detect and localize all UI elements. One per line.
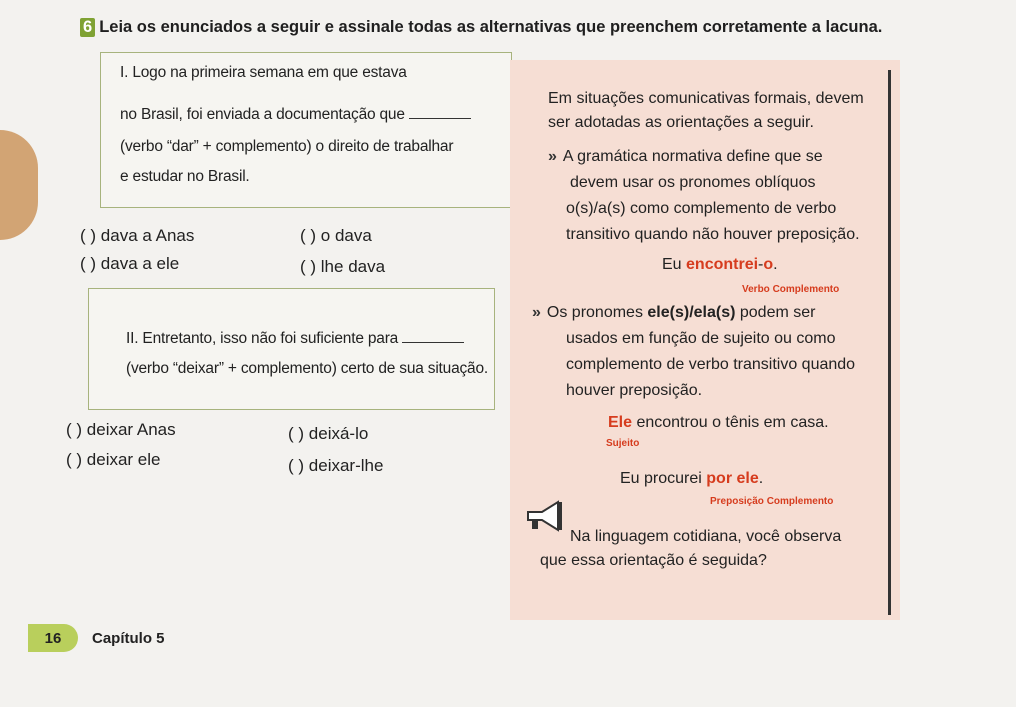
rule-1-line-4: transitivo quando não houver preposição. <box>566 226 860 243</box>
answer-blank-1[interactable] <box>409 106 471 119</box>
example-1: Eu encontrei-o. <box>662 256 778 273</box>
answer-blank-2[interactable] <box>402 330 464 343</box>
option-deixar-lhe[interactable]: ( ) deixar-lhe <box>288 456 384 475</box>
option-checkbox[interactable]: ( ) <box>80 226 97 245</box>
example-2-label: Sujeito <box>606 438 640 449</box>
statement-1-line-2: no Brasil, foi enviada a documentação que <box>120 106 471 124</box>
statement-2-line-1: II. Entretanto, isso não foi suficiente para <box>126 330 464 348</box>
option-deixar-ele[interactable]: ( ) deixar ele <box>66 450 161 469</box>
rule-2-line-1: » Os pronomes ele(s)/ela(s) podem ser <box>532 304 816 321</box>
option-checkbox[interactable]: ( ) <box>300 226 317 245</box>
page-number: 16 <box>28 624 78 652</box>
bullet-icon: » <box>532 304 541 321</box>
rule-2-line-2: usados em função de sujeito ou como <box>566 330 836 347</box>
rule-1-line-3: o(s)/a(s) como complemento de verbo <box>566 200 837 217</box>
question-number: 6 <box>80 18 95 37</box>
statement-1-line-1: I. Logo na primeira semana em que estava <box>120 64 407 81</box>
rule-2-line-3: complemento de verbo transitivo quando <box>566 356 856 373</box>
option-checkbox[interactable]: ( ) <box>288 456 305 475</box>
example-3-label: Preposição Complemento <box>710 496 834 507</box>
option-deixar-anas[interactable]: ( ) deixar Anas <box>66 420 176 439</box>
option-deixa-lo[interactable]: ( ) deixá-lo <box>288 424 369 443</box>
option-checkbox[interactable]: ( ) <box>288 424 305 443</box>
option-checkbox[interactable]: ( ) <box>80 254 97 273</box>
decorative-leaf <box>0 130 38 240</box>
bullet-icon: » <box>548 148 557 165</box>
megaphone-icon <box>524 500 568 532</box>
option-dava-a-ele[interactable]: ( ) dava a ele <box>80 254 180 273</box>
margin-bar <box>888 70 891 615</box>
option-lhe-dava[interactable]: ( ) lhe dava <box>300 257 386 276</box>
option-checkbox[interactable]: ( ) <box>66 450 83 469</box>
question-prompt: Leia os enunciados a seguir e assinale todas as alternativas que preenchem corretamente a lacuna. <box>99 18 883 36</box>
option-o-dava[interactable]: ( ) o dava <box>300 226 372 245</box>
sidebar-intro-line-1: Em situações comunicativas formais, devem <box>548 90 864 107</box>
speaker-line-2: que essa orientação é seguida? <box>540 552 767 569</box>
rule-2-line-4: houver preposição. <box>566 382 703 399</box>
statement-2-line-2: (verbo “deixar” + complemento) certo de sua situação. <box>126 360 489 377</box>
example-1-label: Verbo Complemento <box>742 284 840 295</box>
statement-1-line-3: (verbo “dar” + complemento) o direito de trabalhar <box>120 138 454 155</box>
option-dava-a-anas[interactable]: ( ) dava a Anas <box>80 226 195 245</box>
rule-1-line-2: devem usar os pronomes oblíquos <box>570 174 816 191</box>
question-header <box>80 18 882 37</box>
option-checkbox[interactable]: ( ) <box>300 257 317 276</box>
statement-2-box <box>88 288 495 410</box>
example-2: Ele encontrou o tênis em casa. <box>608 414 829 431</box>
speaker-line-1: Na linguagem cotidiana, você observa <box>570 528 842 545</box>
example-3: Eu procurei por ele. <box>620 470 764 487</box>
option-checkbox[interactable]: ( ) <box>66 420 83 439</box>
statement-1-line-4: e estudar no Brasil. <box>120 168 250 185</box>
sidebar-intro-line-2: ser adotadas as orientações a seguir. <box>548 114 814 131</box>
chapter-label: Capítulo 5 <box>92 630 165 647</box>
rule-1-line-1: » A gramática normativa define que se <box>548 148 823 165</box>
